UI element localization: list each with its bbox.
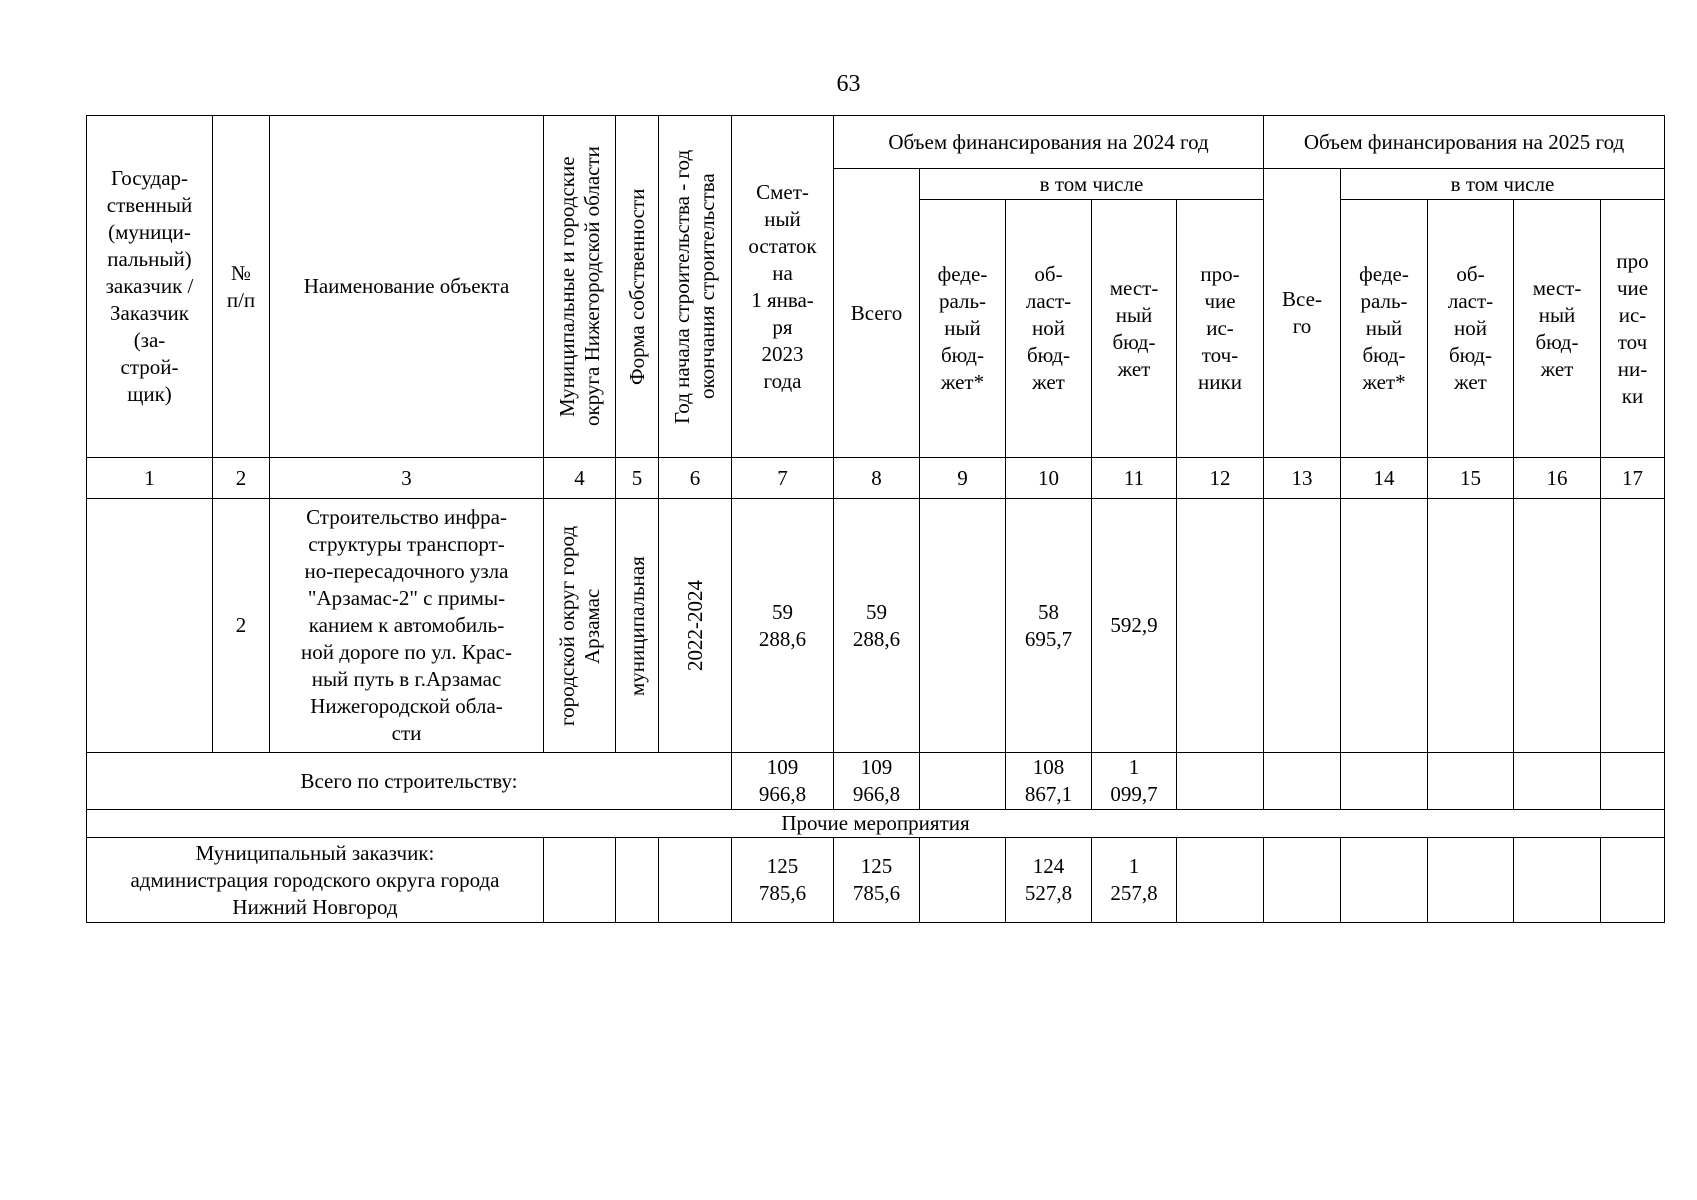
customer-ownership [616, 838, 659, 923]
column-number: 10 [1006, 458, 1092, 499]
page-number: 63 [836, 71, 861, 97]
header-funding-2024: Объем финансирования на 2024 год [834, 116, 1264, 169]
object-total-2024: 59 288,6 [834, 499, 920, 753]
column-number: 16 [1514, 458, 1601, 499]
object-total-2025 [1264, 499, 1341, 753]
object-local-2025 [1514, 499, 1601, 753]
column-number: 4 [544, 458, 616, 499]
total-estimated-balance: 109 966,8 [732, 753, 834, 810]
object-years: 2022-2024 [659, 499, 732, 753]
total-label: Всего по строительству: [87, 753, 732, 810]
object-other-2025 [1601, 499, 1665, 753]
budget-table [86, 115, 1665, 923]
header-regional-2025: об- ласт- ной бюд- жет [1428, 200, 1514, 458]
header-total-2025: Все- го [1264, 169, 1341, 458]
column-number: 1 [87, 458, 213, 499]
total-local-2024: 1 099,7 [1092, 753, 1177, 810]
object-regional-2025 [1428, 499, 1514, 753]
header-including-2024: в том числе [920, 169, 1264, 200]
customer-label: Муниципальный заказчик: администрация городского округа города Нижний Новгород [87, 838, 544, 923]
header-ownership: Форма собственности [616, 116, 659, 458]
total-other-2025 [1601, 753, 1665, 810]
total-federal-2024 [920, 753, 1006, 810]
customer-other-2025 [1601, 838, 1665, 923]
header-funding-2025: Объем финансирования на 2025 год [1264, 116, 1665, 169]
object-customer [87, 499, 213, 753]
header-customer: Государ- ственный (муници- пальный) заказчик / Заказчик (за- строй- щик) [87, 116, 213, 458]
customer-local-2024: 1 257,8 [1092, 838, 1177, 923]
customer-years [659, 838, 732, 923]
customer-other-2024 [1177, 838, 1264, 923]
column-number: 2 [213, 458, 270, 499]
total-total-2024: 109 966,8 [834, 753, 920, 810]
object-number: 2 [213, 499, 270, 753]
total-federal-2025 [1341, 753, 1428, 810]
customer-total-2025 [1264, 838, 1341, 923]
header-object-name: Наименование объекта [270, 116, 544, 458]
header-local-2025: мест- ный бюд- жет [1514, 200, 1601, 458]
customer-regional-2025 [1428, 838, 1514, 923]
column-number: 3 [270, 458, 544, 499]
column-number: 8 [834, 458, 920, 499]
column-number: 17 [1601, 458, 1665, 499]
column-number: 5 [616, 458, 659, 499]
total-total-2025 [1264, 753, 1341, 810]
object-federal-2025 [1341, 499, 1428, 753]
customer-municipality [544, 838, 616, 923]
column-number: 7 [732, 458, 834, 499]
header-regional-2024: об- ласт- ной бюд- жет [1006, 200, 1092, 458]
header-federal-2025: феде- раль- ный бюд- жет* [1341, 200, 1428, 458]
column-number: 9 [920, 458, 1006, 499]
column-number: 14 [1341, 458, 1428, 499]
section-title: Прочие мероприятия [87, 810, 1665, 838]
object-ownership: муниципальная [616, 499, 659, 753]
header-other-2024: про- чие ис- точ- ники [1177, 200, 1264, 458]
total-other-2024 [1177, 753, 1264, 810]
customer-federal-2024 [920, 838, 1006, 923]
header-number: № п/п [213, 116, 270, 458]
header-total-2024: Всего [834, 169, 920, 458]
header-years: Год начала строительства - год окончания строительства [659, 116, 732, 458]
total-regional-2025 [1428, 753, 1514, 810]
object-other-2024 [1177, 499, 1264, 753]
column-number: 15 [1428, 458, 1514, 499]
total-local-2025 [1514, 753, 1601, 810]
header-federal-2024: феде- раль- ный бюд- жет* [920, 200, 1006, 458]
customer-total-2024: 125 785,6 [834, 838, 920, 923]
column-number: 12 [1177, 458, 1264, 499]
table-row-object [87, 499, 1665, 753]
column-number: 6 [659, 458, 732, 499]
header-municipality: Муниципальные и городские округа Нижегородской области [544, 116, 616, 458]
header-other-2025: про чие ис- точ ни- ки [1601, 200, 1665, 458]
customer-estimated-balance: 125 785,6 [732, 838, 834, 923]
header-estimated-balance: Смет- ный остаток на 1 янва- ря 2023 года [732, 116, 834, 458]
header-including-2025: в том числе [1341, 169, 1665, 200]
object-federal-2024 [920, 499, 1006, 753]
column-number: 13 [1264, 458, 1341, 499]
total-regional-2024: 108 867,1 [1006, 753, 1092, 810]
table-row-customer [87, 838, 1665, 923]
object-local-2024: 592,9 [1092, 499, 1177, 753]
object-regional-2024: 58 695,7 [1006, 499, 1092, 753]
object-estimated-balance: 59 288,6 [732, 499, 834, 753]
object-municipality: городской округ город Арзамас [544, 499, 616, 753]
object-name: Строительство инфра- структуры транспорт- но-пересадочного узла "Арзамас-2" с примы- канием к автомобиль- ной дороге по ул. Крас- ный путь в г.Арзамас Нижегородской обла- сти [270, 499, 544, 753]
column-number: 11 [1092, 458, 1177, 499]
customer-federal-2025 [1341, 838, 1428, 923]
customer-regional-2024: 124 527,8 [1006, 838, 1092, 923]
table-row-total [87, 753, 1665, 810]
header-local-2024: мест- ный бюд- жет [1092, 200, 1177, 458]
customer-local-2025 [1514, 838, 1601, 923]
